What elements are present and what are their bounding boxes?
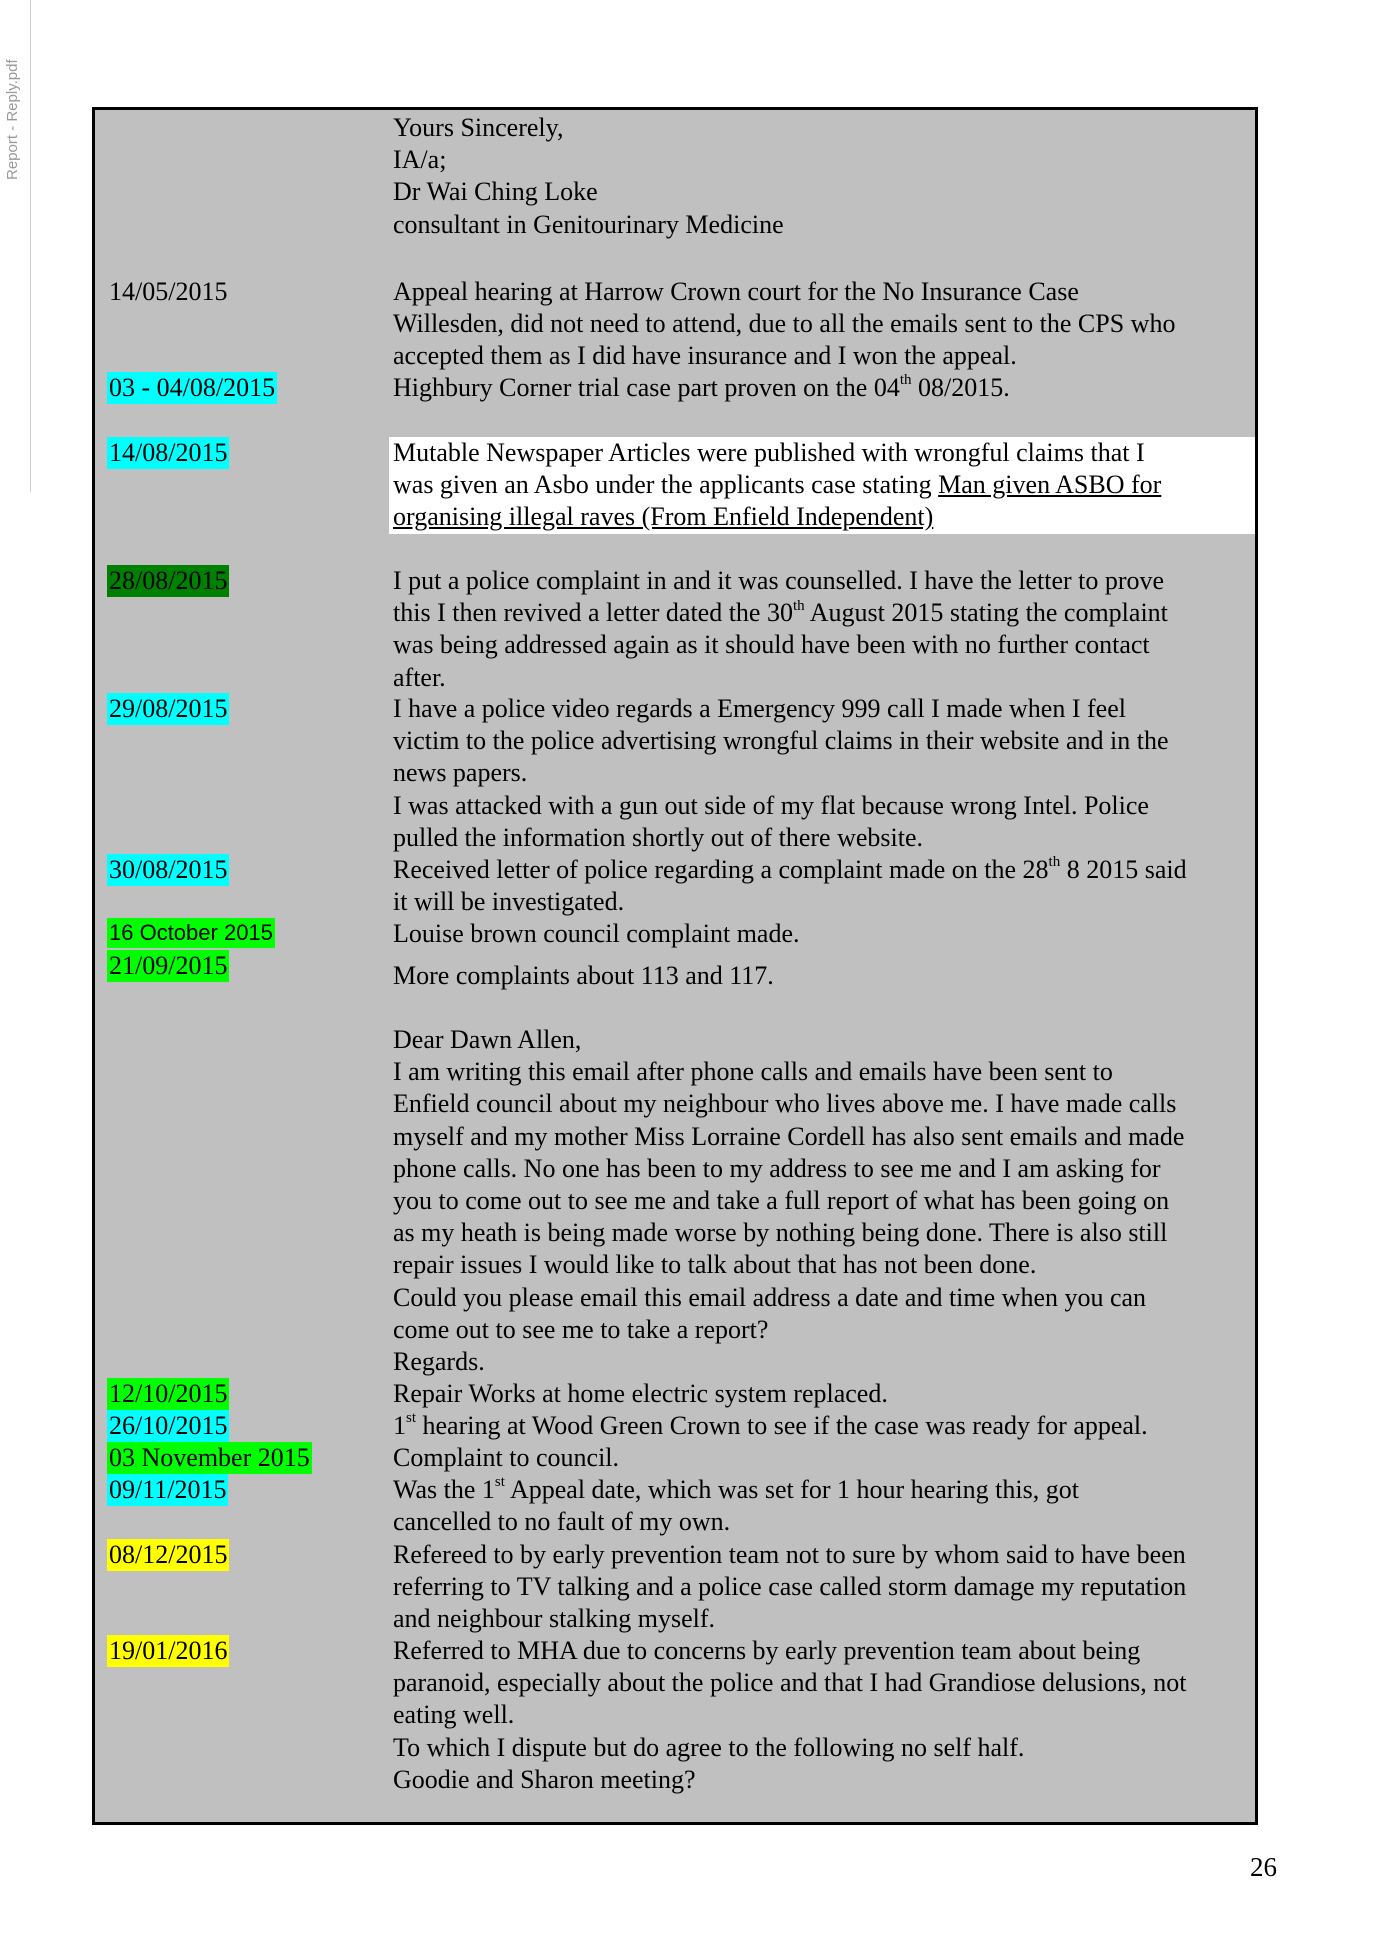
entry-date: 30/08/2015 bbox=[109, 855, 228, 884]
entry-date: 03 - 04/08/2015 bbox=[109, 373, 276, 402]
closing-line: IA/a; bbox=[393, 145, 447, 175]
entry-line: 1 bbox=[393, 1411, 406, 1440]
letter-line: Could you please email this email address a date and time when you can bbox=[393, 1282, 1147, 1312]
entry-line: this I then revived a letter dated the 30 bbox=[393, 598, 793, 628]
entry-date: 29/08/2015 bbox=[109, 694, 228, 723]
entry-date: 14/05/2015 bbox=[109, 277, 228, 306]
entry-date: 16 October 2015 bbox=[107, 918, 275, 948]
timeline-table bbox=[92, 107, 1258, 1825]
entry-line: Appeal hearing at Harrow Crown court for the No Insurance Case bbox=[393, 277, 1079, 306]
entry-line: Complaint to council. bbox=[393, 1443, 620, 1472]
entry-line: Refereed to by early prevention team not to sure by whom said to have been bbox=[393, 1540, 1186, 1569]
entry-line: Louise brown council complaint made. bbox=[393, 919, 800, 948]
entry-text bbox=[393, 1635, 1255, 1764]
entry-line: victim to the police advertising wrongful claims in their website and in the bbox=[393, 726, 1169, 756]
entry-line: I have a police video regards a Emergency 999 call I made when I feel bbox=[393, 694, 1126, 723]
entry-line: accepted them as I did have insurance and I won the appeal. bbox=[393, 341, 1017, 371]
letter-line: myself and my mother Miss Lorraine Cordell has also sent emails and made bbox=[393, 1121, 1185, 1151]
letter-line: phone calls. No one has been to my address to see me and I am asking for bbox=[393, 1153, 1161, 1183]
entry-text bbox=[393, 1378, 1255, 1410]
closing-text bbox=[393, 112, 1255, 241]
entry-line: news papers. bbox=[393, 758, 528, 788]
entry-line: 8 2015 said bbox=[1060, 855, 1187, 884]
ordinal-suffix: st bbox=[494, 1474, 505, 1491]
closing-line: Yours Sincerely, bbox=[393, 113, 564, 142]
entry-date: 09/11/2015 bbox=[109, 1475, 227, 1504]
entry-line: and neighbour stalking myself. bbox=[393, 1604, 716, 1634]
entry-line: More complaints about 113 and 117. bbox=[393, 961, 774, 990]
entry-text bbox=[393, 1442, 1255, 1474]
entry-line: Repair Works at home electric system replaced. bbox=[393, 1379, 888, 1408]
entry-text bbox=[393, 1764, 1255, 1796]
entry-text bbox=[393, 1410, 1255, 1442]
entry-line: paranoid, especially about the police and that I had Grandiose delusions, not bbox=[393, 1668, 1187, 1698]
letter-line: Regards. bbox=[393, 1347, 485, 1377]
entry-line: 08/2015. bbox=[911, 373, 1010, 402]
entry-line: Highbury Corner trial case part proven on the 04 bbox=[393, 373, 900, 402]
entry-line: August 2015 stating the complaint bbox=[804, 598, 1168, 628]
entry-line: To which I dispute but do agree to the following no self half. bbox=[393, 1732, 1025, 1762]
entry-line: Willesden, did not need to attend, due to all the emails sent to the CPS who bbox=[393, 309, 1176, 339]
entry-line: Received letter of police regarding a complaint made on the 28 bbox=[393, 855, 1049, 884]
entry-date: 26/10/2015 bbox=[109, 1411, 228, 1440]
entry-line: eating well. bbox=[393, 1700, 515, 1730]
entry-date: 08/12/2015 bbox=[109, 1540, 228, 1569]
entry-line: Was the 1 bbox=[393, 1475, 495, 1504]
letter-line: as my heath is being made worse by nothing being done. There is also still bbox=[393, 1218, 1168, 1248]
letter-line: Dear Dawn Allen, bbox=[393, 1025, 582, 1054]
entry-line: cancelled to no fault of my own. bbox=[393, 1507, 731, 1537]
entry-text bbox=[393, 276, 1255, 373]
entry-line: Referred to MHA due to concerns by early prevention team about being bbox=[393, 1636, 1141, 1665]
entry-date: 28/08/2015 bbox=[109, 566, 228, 595]
ordinal-suffix: th bbox=[899, 372, 912, 389]
entry-line: Appeal date, which was set for 1 hour hearing this, got bbox=[504, 1475, 1079, 1504]
entry-line: I was attacked with a gun out side of my flat because wrong Intel. Police bbox=[393, 790, 1149, 820]
letter-line: repair issues I would like to talk about that has not been done. bbox=[393, 1250, 1037, 1280]
page-number: 26 bbox=[1250, 1852, 1277, 1882]
side-divider bbox=[30, 0, 31, 492]
entry-date: 14/08/2015 bbox=[109, 438, 228, 467]
letter-line: come out to see me to take a report? bbox=[393, 1314, 769, 1344]
entry-line: was being addressed again as it should have been with no further contact bbox=[393, 630, 1150, 660]
entry-text bbox=[393, 960, 1255, 992]
entry-text bbox=[393, 1539, 1255, 1636]
closing-line: Dr Wai Ching Loke bbox=[393, 177, 598, 207]
article-link[interactable]: organising illegal raves (From Enfield Independent) bbox=[393, 502, 934, 532]
letter-line: Enfield council about my neighbour who lives above me. I have made calls bbox=[393, 1089, 1177, 1119]
entry-date: 03 November 2015 bbox=[109, 1443, 310, 1472]
entry-text bbox=[393, 918, 1255, 950]
entry-text bbox=[393, 372, 1255, 404]
entry-text-highlighted bbox=[389, 437, 1255, 534]
entry-line: Mutable Newspaper Articles were published with wrongful claims that I bbox=[393, 438, 1145, 467]
entry-line: it will be investigated. bbox=[393, 887, 625, 917]
ordinal-suffix: th bbox=[1048, 854, 1061, 871]
entry-line: Goodie and Sharon meeting? bbox=[393, 1765, 696, 1794]
ordinal-suffix: st bbox=[406, 1410, 417, 1427]
entry-date: 21/09/2015 bbox=[109, 951, 228, 980]
entry-line: after. bbox=[393, 662, 446, 692]
entry-text bbox=[393, 693, 1255, 854]
entry-text bbox=[393, 565, 1255, 694]
entry-text bbox=[393, 854, 1255, 918]
entry-date: 19/01/2016 bbox=[109, 1636, 228, 1665]
entry-line: pulled the information shortly out of there website. bbox=[393, 822, 923, 852]
entry-date: 12/10/2015 bbox=[109, 1379, 228, 1408]
entry-line: hearing at Wood Green Crown to see if the case was ready for appeal. bbox=[416, 1411, 1148, 1440]
letter-text bbox=[393, 1024, 1255, 1378]
ordinal-suffix: th bbox=[792, 597, 805, 614]
entry-line: was given an Asbo under the applicants case stating bbox=[393, 470, 939, 500]
letter-line: you to come out to see me and take a full report of what has been going on bbox=[393, 1186, 1170, 1216]
entry-line: I put a police complaint in and it was counselled. I have the letter to prove bbox=[393, 566, 1165, 595]
article-link[interactable]: Man given ASBO for bbox=[938, 470, 1162, 500]
closing-line: consultant in Genitourinary Medicine bbox=[393, 209, 784, 239]
letter-line: I am writing this email after phone calls and emails have been sent to bbox=[393, 1057, 1113, 1087]
side-label: Report - Reply.pdf bbox=[4, 59, 21, 180]
entry-text bbox=[393, 1474, 1255, 1538]
entry-line: referring to TV talking and a police case called storm damage my reputation bbox=[393, 1572, 1187, 1602]
